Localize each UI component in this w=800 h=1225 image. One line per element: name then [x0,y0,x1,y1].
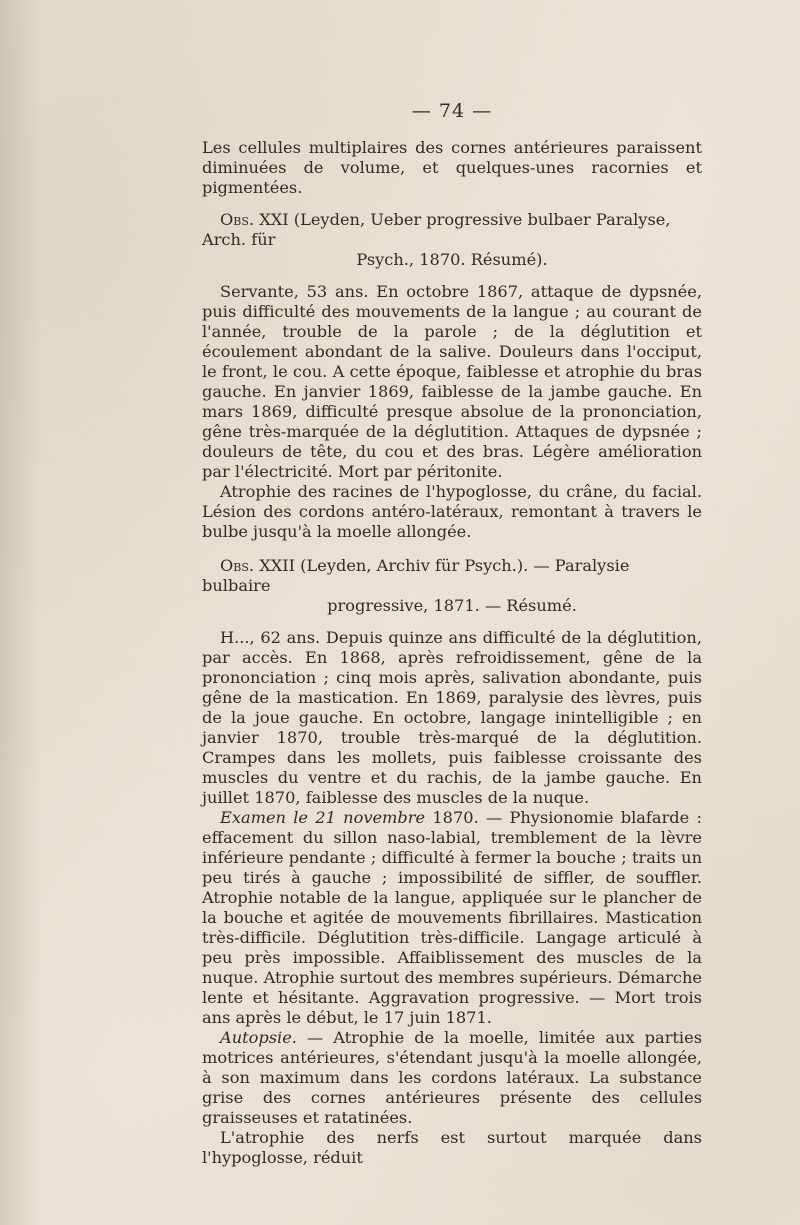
text-block [202,100,702,1168]
obs-title: XXI (Leyden, Ueber progressive bulbaer Paralyse, Arch. für [202,210,671,249]
observation-21-source: Psych., 1870. Résumé). [356,250,548,269]
autopsy-lead: Autopsie. [220,1028,297,1047]
examination-lead: Examen le 21 novembre [220,808,426,827]
paragraph-examination [202,808,702,1028]
autopsy-text: — Atrophie de la moelle, limitée aux parties motrices antérieures, s'étendant jusqu'à la moelle allongée, à son maximum dans les cordons latéraux. La substance grise des cornes antérieures présente des cellules graisseuses et ratatinées. [202,1028,702,1127]
observation-21-heading [202,210,702,250]
obs-label: Obs. [220,210,255,229]
page-shadow [0,0,40,1225]
paragraph-case-22: H..., 62 ans. Depuis quinze ans difficulté de la déglutition, par accès. En 1868, après refroidissement, gêne de la prononciation ; cinq mois après, salivation abondante, puis gêne de la mastication. En 1869, paralysie des lèvres, puis de la joue gauche. En octobre, langage inintelligible ; en janvier 1870, trouble très-marqué de la déglutition. Crampes dans les mollets, puis faiblesse croissante des muscles du ventre et du rachis, de la jambe gauche. En juillet 1870, faiblesse des muscles de la nuque. [202,628,702,807]
observation-22-heading [202,556,702,596]
obs-label: Obs. [220,556,255,575]
examination-text: 1870. — Physionomie blafarde : effacement du sillon naso-labial, tremblement de la lèvre inférieure pendante ; difficulté à fermer la bouche ; traits un peu tirés à gauche ; impossibilité de siffler, de souffler. Atrophie notable de la langue, appliquée sur le plancher de la bouche et agitée de mouvements fibrillaires. Mastication très-difficile. Déglutition très-difficile. Langage articulé à peu près impossible. Affaiblissement des muscles de la nuque. Atrophie surtout des membres supérieurs. Démarche lente et hésitante. Aggravation progressive. — Mort trois ans après le début, le 17 juin 1871. [202,808,702,1027]
page-number: — 74 — [411,100,493,122]
paragraph-autopsy [202,1028,702,1128]
paragraph-case-21: Servante, 53 ans. En octobre 1867, attaque de dypsnée, puis difficulté des mouvements de la langue ; au courant de l'année, trouble de la parole ; de la déglutition et écoulement abondant de la salive. Douleurs dans l'occiput, le front, le cou. A cette époque, faiblesse et atrophie du bras gauche. En janvier 1869, faiblesse de la jambe gauche. En mars 1869, difficulté presque absolue de la prononciation, gêne très-marquée de la déglutition. Attaques de dypsnée ; douleurs de tête, du cou et des bras. Légère amélioration par l'électricité. Mort par péritonite. [202,282,702,481]
paragraph-nerves: L'atrophie des nerfs est surtout marquée dans l'hypoglosse, réduit [202,1128,702,1167]
obs-title: XXII (Leyden, Archiv für Psych.). — Paralysie bulbaire [202,556,630,595]
paragraph-cells: Les cellules multiplaires des cornes antérieures paraissent diminuées de volume, et quelques-unes racornies et pigmentées. [202,138,702,197]
paragraph-lesions-21: Atrophie des racines de l'hypoglosse, du crâne, du facial. Lésion des cordons antéro-latéraux, remontant à travers le bulbe jusqu'à la moelle allongée. [202,482,702,541]
observation-22-source: progressive, 1871. — Résumé. [327,596,577,615]
